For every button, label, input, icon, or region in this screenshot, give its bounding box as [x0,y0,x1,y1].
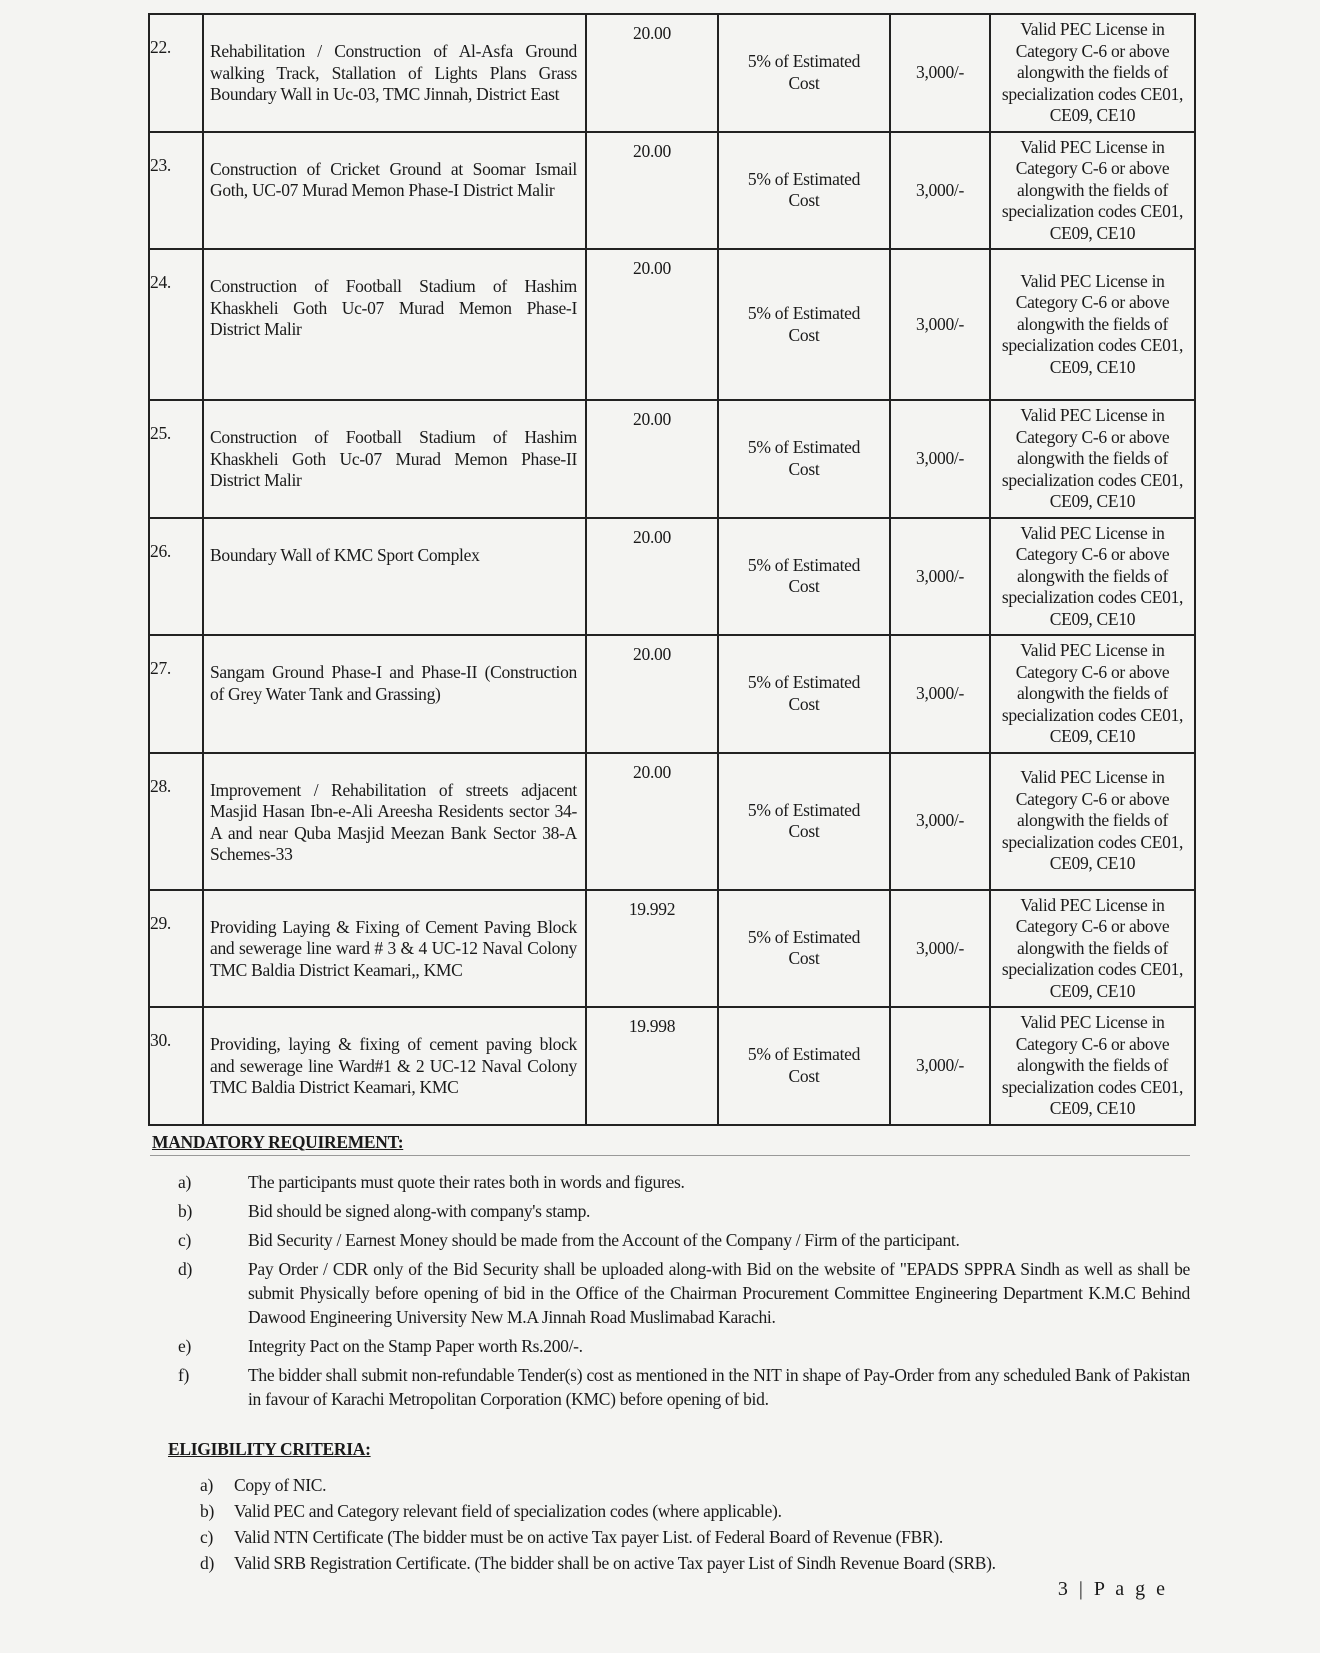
item-label: d) [200,1552,214,1573]
table-row [149,635,1195,753]
row-number: 23. [149,132,203,250]
bid-security: 5% of Estimated Cost [718,249,890,400]
tender-table [148,13,1196,1126]
item-text: Integrity Pact on the Stamp Paper worth Rs.200/-. [248,1335,583,1356]
work-description: Boundary Wall of KMC Sport Complex [203,518,586,636]
item-label: b) [200,1500,214,1521]
mandatory-item [178,1257,1190,1329]
tender-fee: 3,000/- [890,14,990,132]
tender-fee: 3,000/- [890,400,990,518]
eligibility-criteria: Valid PEC License in Category C-6 or above alongwith the fields of specialization codes CE01, CE09, CE10 [990,518,1195,636]
eligibility-criteria: Valid PEC License in Category C-6 or above alongwith the fields of specialization codes CE01, CE09, CE10 [990,635,1195,753]
work-description: Improvement / Rehabilitation of streets adjacent Masjid Hasan Ibn-e-Ali Areesha Residents sector 34-A and near Quba Masjid Meezan Bank Sector 38-A Schemes-33 [203,753,586,890]
item-label: c) [178,1229,191,1250]
bid-security: 5% of Estimated Cost [718,14,890,132]
bid-security: 5% of Estimated Cost [718,518,890,636]
estimated-amount: 20.00 [586,14,718,132]
work-description: Construction of Football Stadium of Hashim Khaskheli Goth Uc-07 Murad Memon Phase-II District Malir [203,400,586,518]
item-label: b) [178,1200,192,1221]
row-number: 22. [149,14,203,132]
mandatory-item [178,1334,1190,1358]
work-description: Rehabilitation / Construction of Al-Asfa Ground walking Track, Stallation of Lights Plans Grass Boundary Wall in Uc-03, TMC Jinnah, District East [203,14,586,132]
item-label: f) [178,1364,190,1385]
item-text: The bidder shall submit non-refundable Tender(s) cost as mentioned in the NIT in shape of Pay-Order from any scheduled Bank of Pakistan in favour of Karachi Metropolitan Corporation (KMC) before opening of bid. [248,1364,1190,1409]
item-label: e) [178,1335,191,1356]
mandatory-list [178,1170,1190,1411]
tender-fee: 3,000/- [890,753,990,890]
tender-fee: 3,000/- [890,249,990,400]
row-number: 25. [149,400,203,518]
work-description: Construction of Football Stadium of Hashim Khaskheli Goth Uc-07 Murad Memon Phase-I District Malir [203,249,586,400]
table-row [149,249,1195,400]
eligibility-item [200,1552,1190,1574]
eligibility-criteria: Valid PEC License in Category C-6 or above alongwith the fields of specialization codes CE01, CE09, CE10 [990,753,1195,890]
eligibility-criteria: Valid PEC License in Category C-6 or above alongwith the fields of specialization codes CE01, CE09, CE10 [990,132,1195,250]
item-label: a) [178,1171,191,1192]
tender-fee: 3,000/- [890,635,990,753]
estimated-amount: 20.00 [586,753,718,890]
row-number: 26. [149,518,203,636]
work-description: Sangam Ground Phase-I and Phase-II (Construction of Grey Water Tank and Grassing) [203,635,586,753]
bid-security: 5% of Estimated Cost [718,635,890,753]
item-text: Valid NTN Certificate (The bidder must be on active Tax payer List. of Federal Board of Revenue (FBR). [234,1526,943,1547]
bid-security: 5% of Estimated Cost [718,132,890,250]
bid-security: 5% of Estimated Cost [718,890,890,1008]
divider [150,1155,1190,1156]
work-description: Providing, laying & fixing of cement paving block and sewerage line Ward#1 & 2 UC-12 Naval Colony TMC Baldia District Keamari, KMC [203,1007,586,1125]
estimated-amount: 20.00 [586,249,718,400]
row-number: 29. [149,890,203,1008]
tender-fee: 3,000/- [890,1007,990,1125]
estimated-amount: 19.998 [586,1007,718,1125]
table-row [149,132,1195,250]
estimated-amount: 20.00 [586,518,718,636]
tender-fee: 3,000/- [890,890,990,1008]
row-number: 30. [149,1007,203,1125]
eligibility-item [200,1500,1190,1522]
bid-security: 5% of Estimated Cost [718,400,890,518]
bid-security: 5% of Estimated Cost [718,753,890,890]
table-row [149,518,1195,636]
work-description: Providing Laying & Fixing of Cement Paving Block and sewerage line ward # 3 & 4 UC-12 Naval Colony TMC Baldia District Keamari,, KMC [203,890,586,1008]
bid-security: 5% of Estimated Cost [718,1007,890,1125]
eligibility-item [200,1526,1190,1548]
mandatory-item [178,1228,1190,1252]
item-text: Bid Security / Earnest Money should be made from the Account of the Company / Firm of the participant. [248,1229,960,1250]
table-row [149,753,1195,890]
page-number: 3 | P a g e [1057,1577,1168,1600]
item-text: Valid PEC and Category relevant field of specialization codes (where applicable). [234,1500,782,1521]
table-row [149,1007,1195,1125]
item-text: The participants must quote their rates both in words and figures. [248,1171,685,1192]
row-number: 24. [149,249,203,400]
item-label: d) [178,1258,192,1279]
eligibility-criteria: Valid PEC License in Category C-6 or above alongwith the fields of specialization codes CE01, CE09, CE10 [990,14,1195,132]
estimated-amount: 20.00 [586,400,718,518]
tender-fee: 3,000/- [890,132,990,250]
mandatory-item [178,1363,1190,1411]
row-number: 27. [149,635,203,753]
eligibility-criteria: Valid PEC License in Category C-6 or above alongwith the fields of specialization codes CE01, CE09, CE10 [990,1007,1195,1125]
item-text: Valid SRB Registration Certificate. (The bidder shall be on active Tax payer List of Sindh Revenue Board (SRB). [234,1552,996,1573]
table-row [149,890,1195,1008]
estimated-amount: 20.00 [586,132,718,250]
table-row [149,14,1195,132]
work-description: Construction of Cricket Ground at Soomar Ismail Goth, UC-07 Murad Memon Phase-I District Malir [203,132,586,250]
item-text: Bid should be signed along-with company's stamp. [248,1200,591,1221]
eligibility-item [200,1474,1190,1496]
item-text: Pay Order / CDR only of the Bid Security shall be uploaded along-with Bid on the website of "EPADS SPPRA Sindh as well as shall be submit Physically before opening of bid in the Office of the Chairman Procurement Committee Engineering Department K.M.C Behind Dawood Engineering University New M.A Jinnah Road Muslimabad Karachi. [248,1258,1190,1327]
mandatory-heading: MANDATORY REQUIREMENT: [152,1131,404,1152]
mandatory-item [178,1170,1190,1194]
tender-fee: 3,000/- [890,518,990,636]
table-row [149,400,1195,518]
eligibility-heading: ELIGIBILITY CRITERIA: [168,1438,371,1459]
item-text: Copy of NIC. [234,1474,327,1495]
eligibility-criteria: Valid PEC License in Category C-6 or above alongwith the fields of specialization codes CE01, CE09, CE10 [990,249,1195,400]
estimated-amount: 19.992 [586,890,718,1008]
row-number: 28. [149,753,203,890]
eligibility-list [200,1474,1190,1574]
estimated-amount: 20.00 [586,635,718,753]
eligibility-criteria: Valid PEC License in Category C-6 or above alongwith the fields of specialization codes CE01, CE09, CE10 [990,890,1195,1008]
eligibility-criteria: Valid PEC License in Category C-6 or above alongwith the fields of specialization codes CE01, CE09, CE10 [990,400,1195,518]
item-label: a) [200,1474,213,1495]
item-label: c) [200,1526,213,1547]
mandatory-item [178,1199,1190,1223]
